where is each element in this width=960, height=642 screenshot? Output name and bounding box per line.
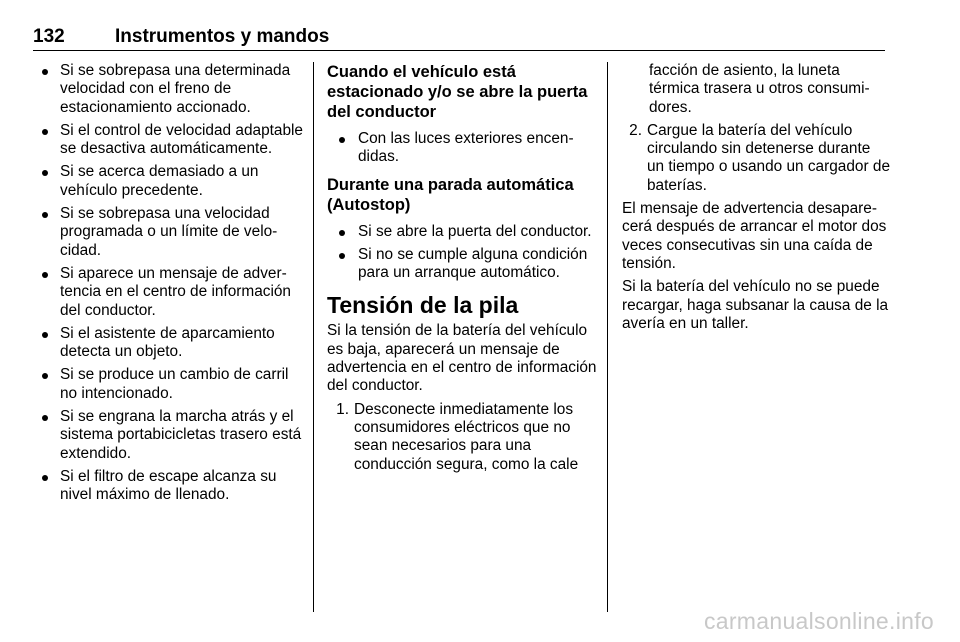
watermark: carmanualsonline.info <box>703 608 934 634</box>
column-divider-left <box>313 62 314 612</box>
list-item: Si se engrana la marcha atrás y el sistema portabicicletas trasero está extendido. <box>33 408 303 463</box>
step-text: Cargue la batería del vehículo circulando sin detenerse durante un tiempo o usando un cargador de baterías. <box>647 121 891 194</box>
list-item: Si el asistente de aparcamiento detecta un objeto. <box>33 325 303 362</box>
list-item: Si se produce un cambio de carril no intencionado. <box>33 366 303 403</box>
list-item: Si el filtro de escape alcanza su nivel máximo de llenado. <box>33 468 303 505</box>
list-item: Si se acerca demasiado a un vehículo precedente. <box>33 163 303 200</box>
steps-list <box>327 401 597 474</box>
steps-list-continued <box>622 122 890 195</box>
page-header <box>33 26 885 51</box>
step-number: 1. <box>336 400 349 418</box>
subheading-parked: Cuando el vehículo está estacionado y/o se abre la puerta del conductor <box>327 63 588 121</box>
list-item <box>622 122 890 195</box>
list-item: Si no se cumple alguna condición para un arranque automático. <box>327 246 597 283</box>
list-item <box>329 401 597 474</box>
list-item: Si se abre la puerta del conductor. <box>327 223 597 241</box>
page-title: Instrumentos y mandos <box>115 26 330 47</box>
step-text: Desconecte inmediatamente los consumidores eléctricos que no sean necesarios para una conducción segura, como la cale <box>354 400 579 473</box>
column-middle <box>327 62 597 479</box>
step-number: 2. <box>629 121 642 139</box>
warning-conditions-list <box>33 62 303 505</box>
subheading-autostop: Durante una parada automática (Autostop) <box>327 175 574 214</box>
step-text-continued: facción de asiento, la luneta térmica trasera u otros consumidores. <box>649 62 870 116</box>
page-number: 132 <box>33 26 65 47</box>
list-item: Si aparece un mensaje de advertencia en el centro de información del conductor. <box>33 265 303 320</box>
section-title: Tensión de la pila <box>327 292 519 319</box>
column-right <box>622 62 890 338</box>
column-left <box>33 62 303 510</box>
intro-paragraph: Si la tensión de la batería del vehículo es baja, aparecerá un mensaje de advertencia en el centro de información del conductor. <box>327 322 597 395</box>
list-item: Con las luces exteriores encendidas. <box>327 130 597 167</box>
autostop-conditions-list <box>327 223 597 283</box>
paragraph: El mensaje de advertencia desaparecerá después de arrancar el motor dos veces consecutivas sin una caída de tensión. <box>622 200 887 272</box>
list-item: Si se sobrepasa una velocidad programada o un límite de velocidad. <box>33 205 303 260</box>
parked-conditions-list <box>327 130 597 167</box>
paragraph: Si la batería del vehículo no se puede recargar, haga subsanar la causa de la avería en un taller. <box>622 278 889 332</box>
list-item: Si el control de velocidad adaptable se desactiva automáticamente. <box>33 122 303 159</box>
column-divider-right <box>607 62 608 612</box>
list-item: Si se sobrepasa una determinada velocidad con el freno de estacionamiento accionado. <box>33 62 303 117</box>
